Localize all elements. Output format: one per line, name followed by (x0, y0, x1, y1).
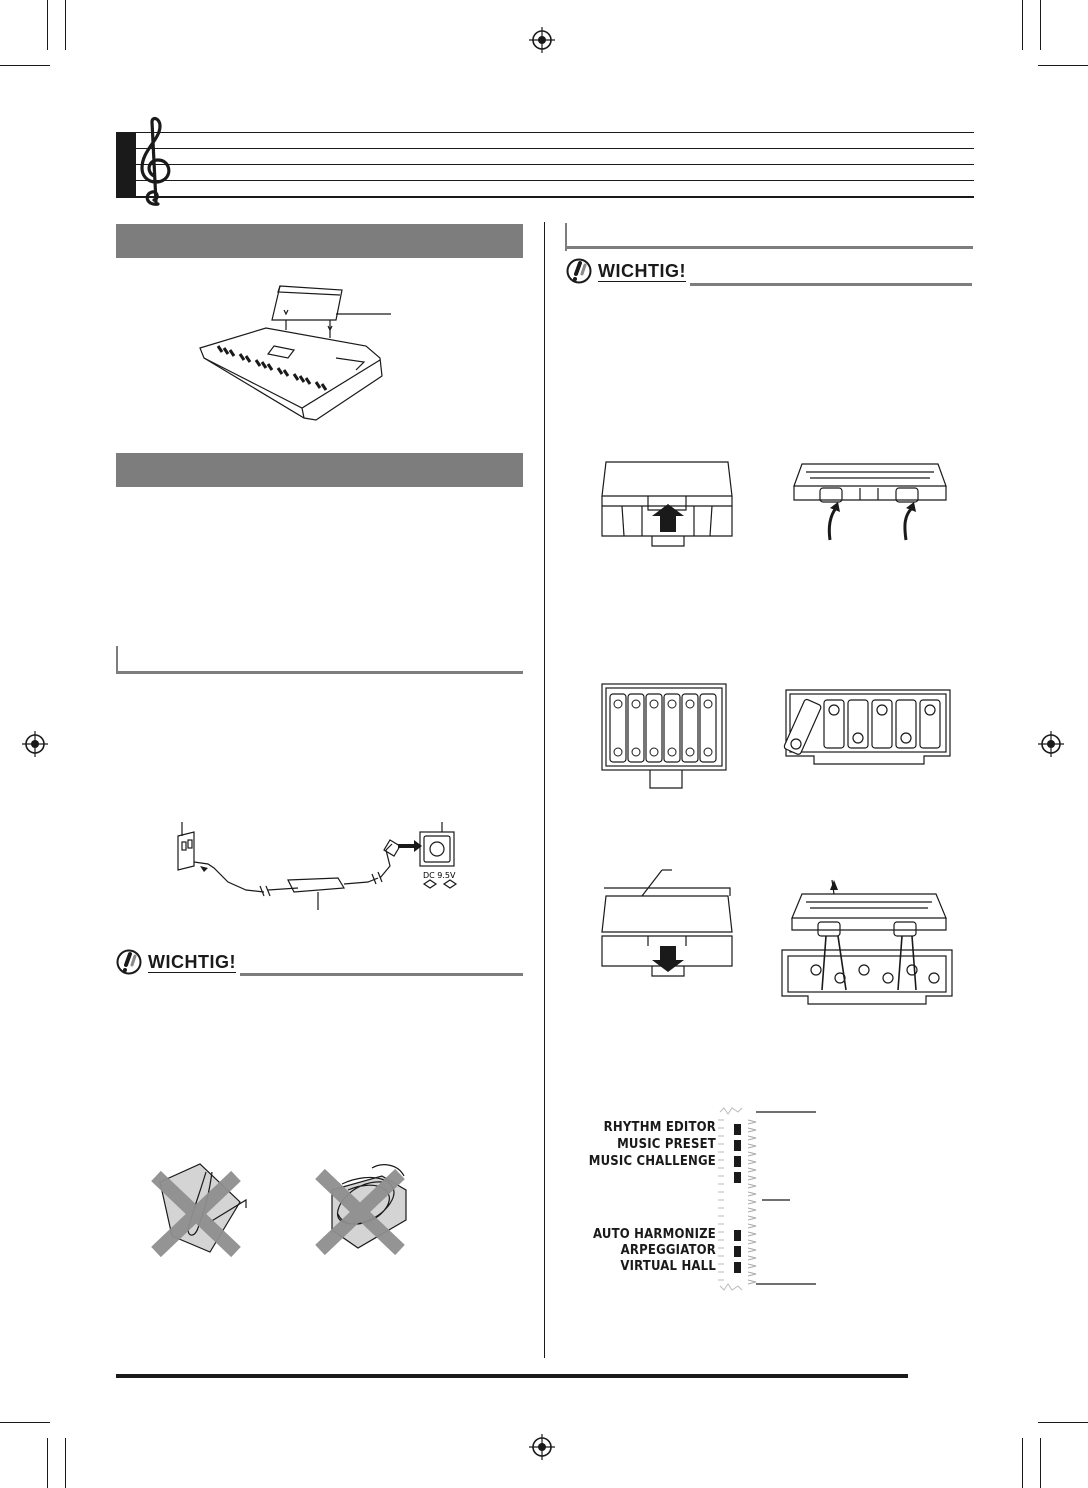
warning-exclamation-icon (566, 258, 592, 284)
registration-mark-icon (529, 1434, 555, 1460)
registration-mark-icon (529, 27, 555, 53)
ac-adapter-connection-illustration (168, 822, 478, 912)
battery-cover-close-illustration (602, 866, 736, 978)
footer-rule (116, 1374, 908, 1378)
panel-label-rhythm-editor: RHYTHM EDITOR (603, 1120, 716, 1135)
important-rule (690, 283, 972, 286)
prohibited-cord-bending-illustration (150, 1162, 250, 1258)
led-indicator-panel (716, 1104, 822, 1294)
important-notice-heading (566, 258, 686, 284)
panel-label-auto-harmonize: AUTO HARMONIZE (593, 1227, 716, 1242)
panel-label-music-preset: MUSIC PRESET (617, 1137, 716, 1152)
keyboard-music-stand-illustration (196, 280, 396, 430)
battery-cover-reinstall-illustration (776, 878, 956, 1008)
important-label: WICHTIG! (148, 951, 236, 972)
column-divider (544, 222, 545, 1358)
section-header-bar (116, 224, 523, 258)
important-rule (240, 973, 523, 976)
panel-label-arpeggiator: ARPEGGIATOR (620, 1243, 716, 1258)
battery-compartment-filled-illustration (602, 684, 728, 790)
battery-insertion-illustration (782, 686, 954, 768)
treble-clef-icon (138, 116, 174, 208)
important-notice-heading (116, 949, 236, 975)
battery-cover-lift-illustration (790, 460, 950, 546)
section-header-bar (116, 453, 523, 487)
panel-label-virtual-hall: VIRTUAL HALL (620, 1259, 716, 1274)
panel-label-music-challenge: MUSIC CHALLENGE (588, 1154, 716, 1169)
registration-mark-icon (1038, 731, 1064, 757)
prohibited-cord-wrapping-illustration (312, 1160, 416, 1256)
warning-exclamation-icon (116, 949, 142, 975)
dc-jack-marking: DC 9.5V (423, 871, 456, 880)
battery-cover-open-illustration (602, 460, 736, 550)
registration-mark-icon (22, 731, 48, 757)
important-label: WICHTIG! (598, 260, 686, 281)
